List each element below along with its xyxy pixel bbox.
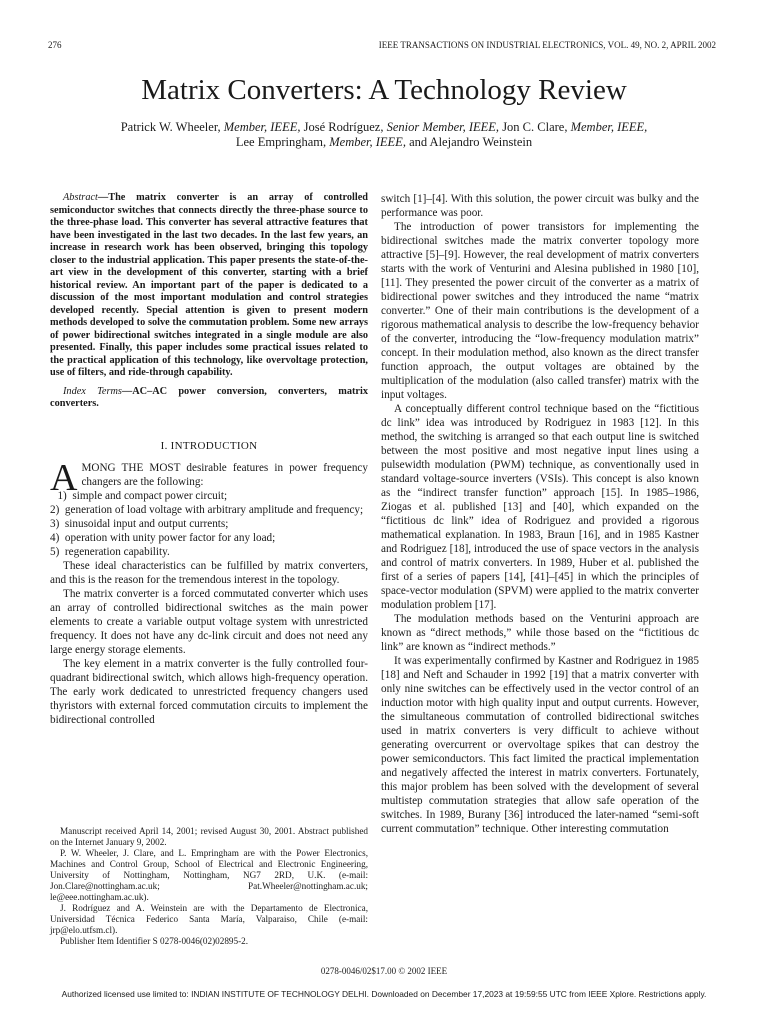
author-list [60, 120, 708, 150]
body-paragraph: The introduction of power transistors for implementing the bidirectional switches made the matrix converter topology more attractive [5]–[9]. However, the real development of matrix converters starts with the work of Venturini and Alesina published in 1980 [10], [11]. They presented the power circuit of the converter as a matrix of bidirectional power switches and they introduced the name “matrix converter.” One of their main contributions is the development of a rigorous mathematical analysis to describe the low-frequency behavior of the converter, introducing the “low-frequency modulation matrix” concept. In their modulation method, also known as the direct transfer function approach, the output voltages are obtained by the multiplication of the modulation (also called transfer) matrix with the input voltages. [381, 221, 699, 401]
author-role: Member, IEEE, [570, 120, 648, 134]
index-terms-text: —AC–AC power conversion, converters, matrix converters. [50, 385, 368, 409]
copyright-line: 0278-0046/02$17.00 © 2002 IEEE [320, 966, 448, 976]
author-name: Patrick W. Wheeler, [120, 120, 221, 134]
page-number: 276 [48, 40, 62, 50]
body-paragraph: The matrix converter is a forced commutated converter which uses an array of controlled bidirectional switches as the main power elements to create a variable output voltage system with unrestricted frequency. It does not have any dc-link circuit and does not need any large energy storage elements. [50, 587, 368, 656]
footnote: Publisher Item Identifier S 0278-0046(02)02895-2. [60, 936, 249, 946]
drop-cap: A [50, 456, 78, 499]
feature-list [50, 489, 368, 559]
index-terms [50, 386, 368, 411]
author-role: Member, IEEE, [223, 120, 301, 134]
list-item: 3) sinusoidal input and output currents; [50, 517, 229, 530]
body-paragraph: The modulation methods based on the Venturini approach are known as “direct methods,” while those based on the “fictitious dc link” are known as “indirect methods.” [381, 613, 699, 653]
intro-first-text: desirable features in power frequency changers are the following: [81, 461, 368, 488]
body-paragraph: These ideal characteristics can be fulfilled by matrix converters, and this is the reason for the tremendous interest in the topology. [50, 559, 368, 586]
abstract [50, 192, 368, 380]
author-name: José Rodríguez, [303, 120, 384, 134]
abstract-text: —The matrix converter is an array of controlled semiconductor switches that connects directly the three-phase source to the three-phase load. This converter has several attractive features that have been investigated in the last two decades. In the last few years, an increase in research work has been observed, bringing this topology closer to the industrial application. This paper presents the state-of-the-art view in the development of this converter, starting with a brief historical review. An important part of the paper is dedicated to a discussion of the most important modulation and control strategies developed recently. Special attention is given to present modern methods developed to solve the commutation problem. Some new arrays of power bidirectional switches integrated in a single module are also presented. Finally, this paper includes some practical issues related to the practical application of this technology, like overvoltage protection, use of filters, and ride-through capability. [50, 192, 368, 378]
author-role: Senior Member, IEEE, [386, 120, 500, 134]
list-item: 2) generation of load voltage with arbitrary amplitude and frequency; [50, 503, 364, 516]
body-paragraph: A conceptually different control technique based on the “fictitious dc link” idea was introduced by Rodriguez in 1983 [12]. In this method, the switching is arranged so that each output line is switched between the most positive and most negative input lines using a pulsewidth modulation (PWM) technique, as conventionally used in standard voltage-source inverters (VSIs). This concept is also known as the “indirect transfer function” approach [15]. In 1985–1986, Ziogas et al. published [13] and [40], which expanded on the “fictitious dc link” idea of Rodriguez and provided a rigorous mathematical explanation. In 1983, Braun [16], and in 1985 Kastner and Rodriguez [18], introduced the use of space vectors in the analysis and control of matrix converters. In 1989, Huber et al. published the first of a series of papers [14], [41]–[45] in which the principles of space-vector modulation (SPVM) were applied to the matrix converter modulation problem [17]. [381, 403, 699, 611]
abstract-label: Abstract [63, 192, 98, 203]
body-paragraph: The key element in a matrix converter is the fully controlled four-quadrant bidirectional switch, which allows high-frequency operation. The early work dedicated to unrestricted frequency changers used thyristors with external forced commutation circuits to implement the bidirectional controlled [50, 657, 368, 726]
body-paragraph: switch [1]–[4]. With this solution, the power circuit was bulky and the performance was poor. [381, 193, 699, 219]
intro-first-words: MONG THE MOST [81, 461, 181, 474]
list-item: 4) operation with unity power factor for any load; [50, 531, 276, 544]
author-role: Member, IEEE, [329, 135, 406, 149]
footnote: J. Rodríguez and A. Weinstein are with the Departamento de Electronica, Universidad Técnica Federico Santa María, Valparaiso, Chile (e-mail: jrp@elo.utfsm.cl). [50, 903, 368, 935]
author-name: Jon C. Clare, [502, 120, 568, 134]
right-column [381, 192, 699, 836]
left-column [50, 192, 368, 727]
index-terms-label: Index Terms [63, 385, 122, 397]
download-notice: Authorized licensed use limited to: INDIAN INSTITUTE OF TECHNOLOGY DELHI. Downloaded on December 17,2023 at 19:59:55 UTC from IEEE Xplore. Restrictions apply. [61, 989, 707, 999]
footnotes [50, 826, 368, 947]
footnote: Manuscript received April 14, 2001; revised August 30, 2001. Abstract published on the Internet January 9, 2002. [50, 826, 368, 847]
paper-title: Matrix Converters: A Technology Review [141, 74, 627, 106]
author-name: Lee Empringham, [235, 135, 327, 149]
running-head: IEEE TRANSACTIONS ON INDUSTRIAL ELECTRONICS, VOL. 49, NO. 2, APRIL 2002 [378, 40, 716, 50]
list-item: 1) simple and compact power circuit; [57, 489, 228, 502]
section-heading-introduction: I. INTRODUCTION [160, 439, 258, 452]
list-item: 5) regeneration capability. [50, 545, 170, 558]
body-paragraph: It was experimentally confirmed by Kastner and Rodriguez in 1985 [18] and Neft and Schauder in 1992 [19] that a matrix converter with only nine switches can be effectively used in the vector control of an induction motor with high quality input and output currents. However, the simultaneous commutation of controlled bidirectional switches used in matrix converters is very difficult to achieve without generating overcurrent or overvoltage spikes that can destroy the power semiconductors. This fact limited the practical implementation and negatively affected the interest in matrix converters. Fortunately, this major problem has been solved with the development of several multistep commutation strategies that allow safe operation of the switches. In 1989, Burany [36] introduced the later-named “semi-soft current commutation” technique. Other interesting commutation [381, 655, 699, 835]
author-name: and Alejandro Weinstein [409, 135, 533, 149]
footnote: P. W. Wheeler, J. Clare, and L. Empringham are with the Power Electronics, Machines and Control Group, School of Electrical and Electronic Engineering, University of Nottingham, Nottingham, NG7 2RD, U.K. (e-mail: Jon.Clare@nottingham.ac.uk; Pat.Wheeler@nottingham.ac.uk; le@eee.nottingham.ac.uk). [50, 848, 368, 902]
